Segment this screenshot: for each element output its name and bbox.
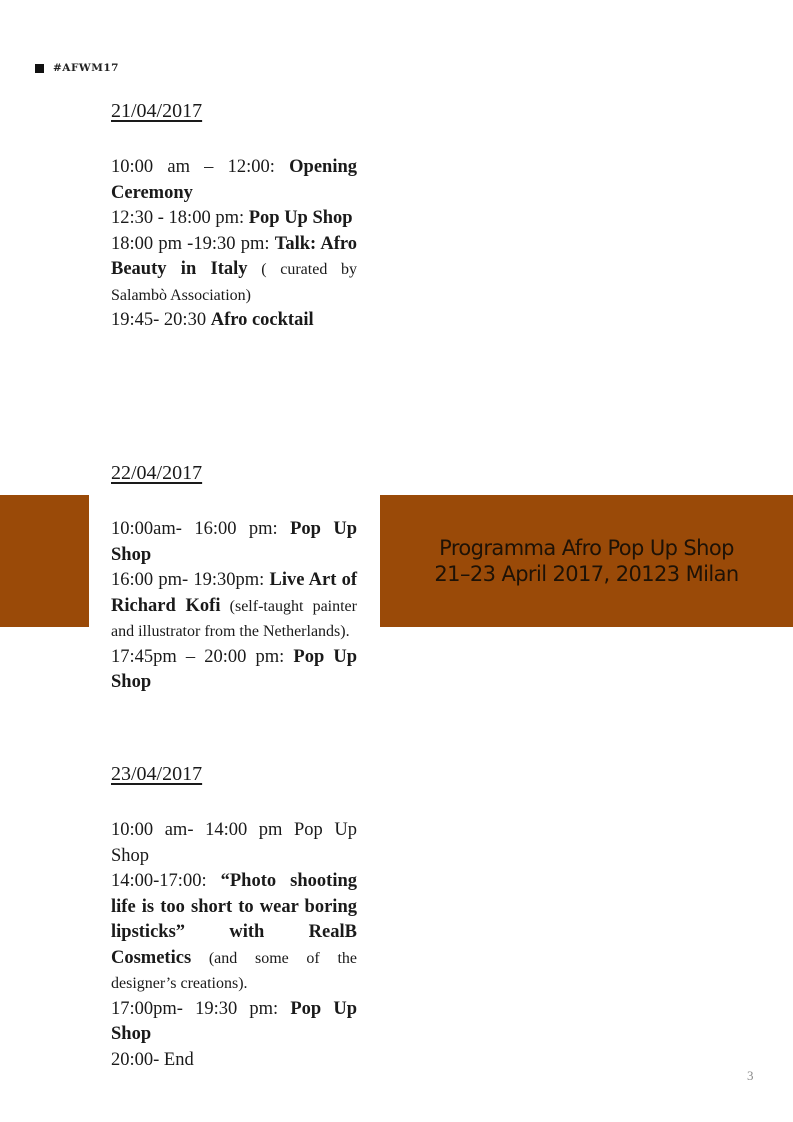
entry-time: 10:00am- 16:00 pm: bbox=[111, 519, 291, 539]
schedule-entry bbox=[111, 1048, 357, 1074]
header bbox=[35, 62, 119, 74]
entry-title: Pop Up Shop bbox=[111, 998, 357, 1044]
day-section-1 bbox=[111, 100, 357, 334]
schedule-entry bbox=[111, 818, 357, 869]
entry-time: 10:00 am – 12:00: bbox=[111, 157, 290, 177]
day-date: 21/04/2017 bbox=[111, 100, 203, 122]
schedule-entry bbox=[111, 517, 357, 568]
schedule-entry bbox=[111, 645, 357, 696]
entry-note: (self-taught painter and illustrator from the Netherlands). bbox=[111, 597, 357, 640]
entry-note: (and some of the designer’s creations). bbox=[111, 949, 357, 992]
entry-title: Pop Up Shop bbox=[111, 519, 357, 565]
schedule-entry bbox=[111, 869, 357, 997]
entry-title: Afro cocktail bbox=[210, 310, 314, 330]
entry-title: Live Art of Richard Kofi bbox=[111, 570, 357, 616]
entry-title: Opening Ceremony bbox=[111, 157, 357, 203]
accent-bar-left bbox=[0, 495, 89, 627]
banner-subtitle: 21–23 April 2017, 20123 Milan bbox=[434, 562, 739, 586]
page-number: 3 bbox=[747, 1068, 754, 1083]
entry-time: 20:00- End bbox=[111, 1049, 194, 1070]
schedule-entry bbox=[111, 997, 357, 1048]
day-section-2 bbox=[111, 462, 357, 696]
entry-time: 19:45- 20:30 bbox=[111, 310, 211, 330]
schedule-entry bbox=[111, 155, 357, 206]
day-date: 23/04/2017 bbox=[111, 763, 203, 785]
entry-title: Pop Up Shop bbox=[248, 208, 353, 228]
schedule-entry bbox=[111, 308, 357, 334]
entry-time: 18:00 pm -19:30 pm: bbox=[111, 233, 275, 254]
entry-title: “Photo shooting life is too short to wear boring lipsticks” with RealB Cosmetics bbox=[111, 871, 357, 968]
entry-time: 17:45pm – 20:00 pm: bbox=[111, 646, 294, 667]
schedule-entry bbox=[111, 568, 357, 645]
entry-note: ( curated by Salambò Association) bbox=[111, 261, 357, 304]
entry-title: Talk: Afro Beauty in Italy bbox=[111, 233, 357, 279]
entry-time: 16:00 pm- 19:30pm: bbox=[111, 570, 270, 590]
entry-time: 12:30 - 18:00 pm: bbox=[111, 208, 249, 228]
day-section-3 bbox=[111, 763, 357, 1073]
hashtag: #AFWM17 bbox=[53, 62, 119, 74]
banner-title: Programma Afro Pop Up Shop bbox=[439, 536, 734, 560]
day-date: 22/04/2017 bbox=[111, 462, 203, 484]
entry-title: Pop Up Shop bbox=[111, 646, 357, 692]
square-bullet-icon bbox=[35, 64, 44, 73]
entry-time: 17:00pm- 19:30 pm: bbox=[111, 998, 291, 1019]
schedule-entry bbox=[111, 206, 357, 232]
entry-time: 10:00 am- 14:00 pm Pop Up Shop bbox=[111, 820, 357, 866]
program-banner bbox=[380, 495, 793, 627]
schedule-entry bbox=[111, 232, 357, 309]
entry-time: 14:00-17:00: bbox=[111, 871, 221, 891]
